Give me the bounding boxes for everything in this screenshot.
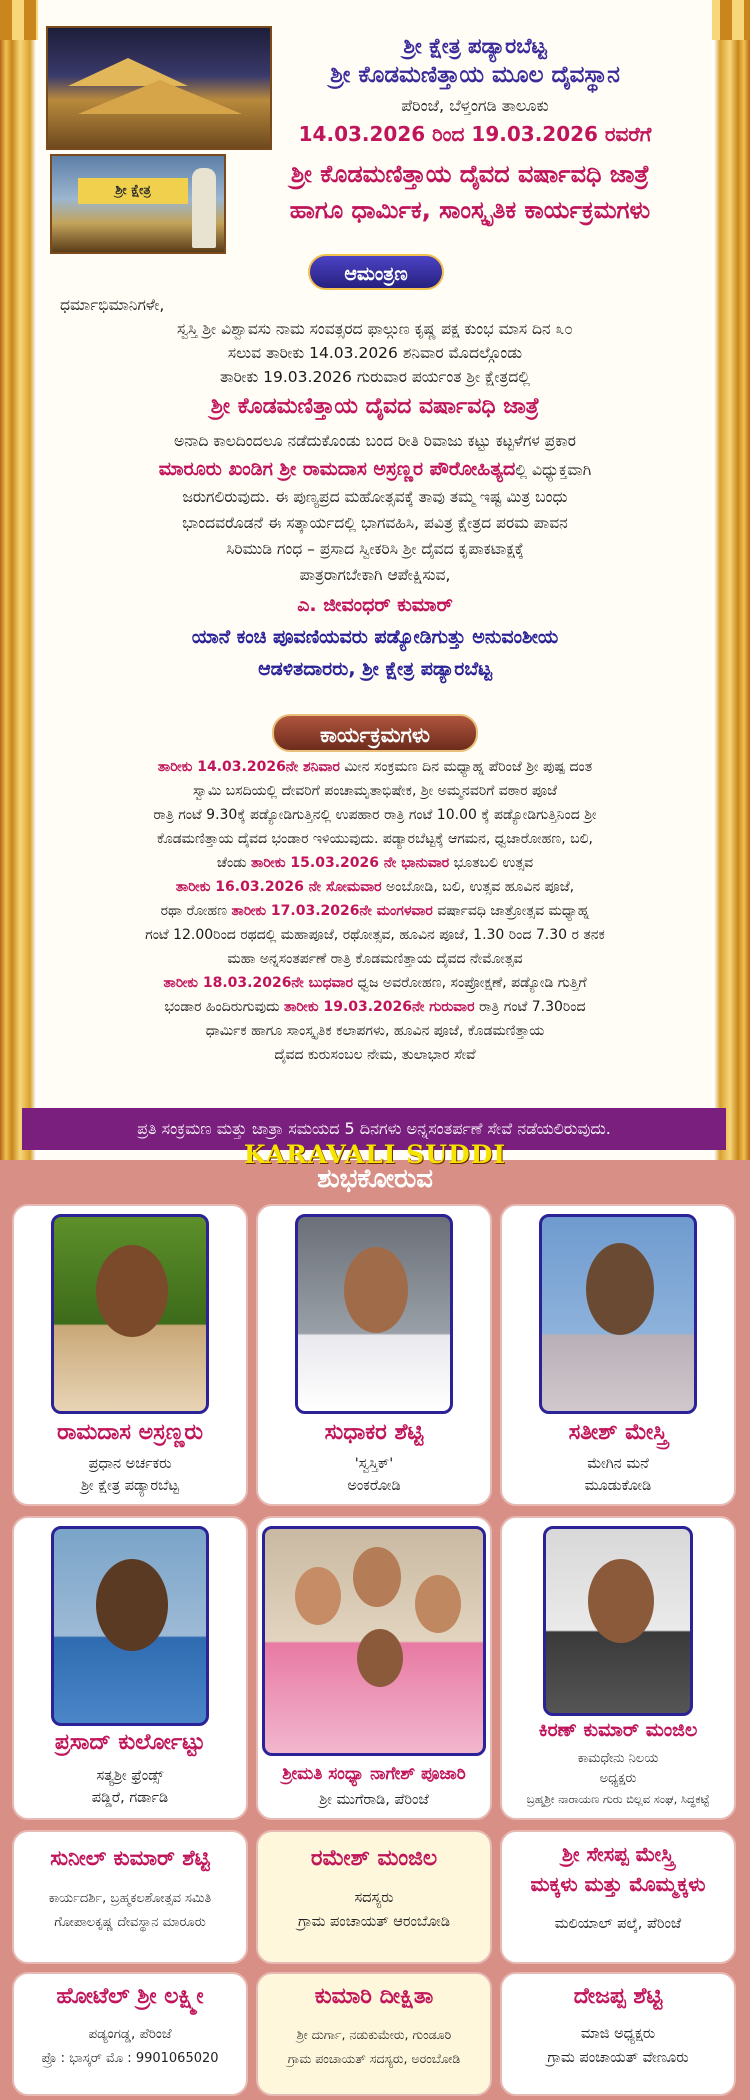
program-line: ತಾರೀಕು 14.03.2026ನೇ ಶನಿವಾರ ಮೀನ ಸಂಕ್ರಮಣ ದಿನ ಮಧ್ಯಾಹ್ನ ಪೆರಿಂಜೆ ಶ್ರೀ ಪುಷ್ಪ ದಂತ [157, 759, 593, 775]
wisher-name: ಕುಮಾರಿ ದೀಕ್ಷಿತಾ [314, 1984, 434, 2009]
wisher-photo [543, 1526, 693, 1716]
wisher-card: ರಮೇಶ್ ಮಂಜಿಲ ಸದಸ್ಯರು ಗ್ರಾಮ ಪಂಚಾಯತ್ ಆರಂಬೋಡಿ [256, 1830, 492, 1964]
wisher-photo [295, 1214, 453, 1414]
wisher-name: ಕಿರಣ್ ಕುಮಾರ್ ಮಂಜಿಲ [538, 1719, 698, 1741]
wisher-card: ಪ್ರಸಾದ್ ಕುರ್ಲೋಟ್ಟು ಸತ್ಯಶ್ರೀ ಫ್ರೆಂಡ್ಸ್ ಪಡ್ಡಿರೆ, ಗರ್ಡಾಡಿ [12, 1516, 248, 1820]
program-badge: ಕಾರ್ಯಕ್ರಮಗಳು [272, 714, 478, 752]
wisher-name: ಸುಧಾಕರ ಶೆಟ್ಟಿ [324, 1420, 424, 1445]
program-line: ತಾರೀಕು 16.03.2026 ನೇ ಸೋಮವಾರ ಅಂಬೋಡಿ, ಬಲಿ, ಉತ್ಸವ ಹೂವಿನ ಪೂಜೆ, [175, 879, 575, 895]
wisher-name: ಶ್ರೀ ಸೇಸಪ್ಪ ಮೇಸ್ತ್ರಿ [561, 1842, 675, 1866]
signer-name: ಎ. ಜೀವಂಧರ್ ಕುಮಾರ್ [297, 594, 453, 616]
festival-title-line1: ಶ್ರೀ ಕೊಡಮಣಿತ್ತಾಯ ದೈವದ ವರ್ಷಾವಧಿ ಜಾತ್ರೆ [290, 160, 650, 188]
program-line: ದೈವದ ಕುರುಸಂಬಲ ನೇಮ, ತುಲಾಭಾರ ಸೇವೆ [274, 1047, 476, 1063]
wisher-card: ಸುಧಾಕರ ಶೆಟ್ಟಿ 'ಸ್ವಸ್ತಿಕ್' ಅಂಕರೋಡಿ [256, 1204, 492, 1506]
wisher-card: ಸತೀಶ್ ಮೇಸ್ತ್ರಿ ಮೇಗಿನ ಮನೆ ಮೂಡುಕೋಡಿ [500, 1204, 736, 1506]
wisher-name: ಶ್ರೀಮತಿ ಸಂಧ್ಯಾ ನಾಗೇಶ್ ಪೂಜಾರಿ [282, 1764, 466, 1784]
invitation-line: ಜರುಗಲಿರುವುದು. ಈ ಪುಣ್ಯಪ್ರದ ಮಹೋತ್ಸವಕ್ಕೆ ತಾವು ತಮ್ಮ ಇಷ್ಟ ಮಿತ್ರ ಬಂಧು [182, 488, 568, 506]
program-line: ಸ್ವಾಮಿ ಬಸದಿಯಲ್ಲಿ ದೇವರಿಗೆ ಪಂಚಾಮೃತಾಭಿಷೇಕ, ಶ್ರೀ ಅಮ್ಮನವರಿಗೆ ವಠಾರ ಪೂಜೆ [192, 783, 558, 799]
wisher-card: ಸುನೀಲ್ ಕುಮಾರ್ ಶೆಟ್ಟಿ ಕಾರ್ಯದರ್ಶಿ, ಬ್ರಹ್ಮಕಲಶೋತ್ಸವ ಸಮಿತಿ ಗೋಪಾಲಕೃಷ್ಣ ದೇವಸ್ಥಾನ ಮಾರೂರು [12, 1830, 248, 1964]
signer-office: ಆಡಳಿತದಾರರು, ಶ್ರೀ ಕ್ಷೇತ್ರ ಪಡ್ಯಾರಬೆಟ್ಟ [258, 658, 492, 680]
program-line: ತಾರೀಕು 18.03.2026ನೇ ಬುಧವಾರ ಧ್ವಜ ಅವರೋಹಣ, ಸಂಪ್ರೋಕ್ಷಣೆ, ಪಡ್ಯೋಡಿ ಗುತ್ತಿಗೆ [163, 975, 587, 991]
wisher-card: ಕುಮಾರಿ ದೀಕ್ಷಿತಾ ಶ್ರೀ ದುರ್ಗಾ, ನಡುಕುಮೇರು, ಗುಂಡೂರಿ ಗ್ರಾಮ ಪಂಚಾಯತ್ ಸದಸ್ಯರು, ಅರಂಬೋಡಿ [256, 1972, 492, 2096]
program-line: ರಾತ್ರಿ ಗಂಟೆ 9.30ಕ್ಕೆ ಪಡ್ಯೋಡಿಗುತ್ತಿನಲ್ಲಿ ಉಪಹಾರ ರಾತ್ರಿ ಗಂಟೆ 10.00 ಕ್ಕೆ ಪಡ್ಯೋಡಿಗುತ್ತಿನಿಂದ ಶ್ರೀ [153, 807, 597, 823]
family-photo [262, 1526, 486, 1756]
festival-title-line2: ಹಾಗೂ ಧಾರ್ಮಿಕ, ಸಾಂಸ್ಕೃತಿಕ ಕಾರ್ಯಕ್ರಮಗಳು [289, 196, 651, 224]
program-line: ಧಾರ್ಮಿಕ ಹಾಗೂ ಸಾಂಸ್ಕೃತಿಕ ಕಲಾಪಗಳು, ಹೂವಿನ ಪೂಜೆ, ಕೊಡಮಣಿತ್ತಾಯ [205, 1023, 545, 1039]
signer-title: ಯಾನೆ ಕಂಚಿ ಪೂವಣಿಯವರು ಪಡ್ಯೋಡಿಗುತ್ತು ಅನುವಂಶೀಯ [191, 626, 559, 648]
wishes-title: ಶುಭಕೋರುವ [317, 1164, 433, 1194]
wisher-card: ಶ್ರೀಮತಿ ಸಂಧ್ಯಾ ನಾಗೇಶ್ ಪೂಜಾರಿ ಶ್ರೀ ಮುಗೆರಾಡಿ, ಪೆರಿಂಜೆ [256, 1516, 492, 1820]
festival-dates: 14.03.2026 ರಿಂದ 19.03.2026 ರವರೆಗೆ [298, 122, 652, 146]
temple-photo [46, 26, 272, 150]
wisher-card: ರಾಮದಾಸ ಅಸ್ರಣ್ಣರು ಪ್ರಧಾನ ಅರ್ಚಕರು ಶ್ರೀ ಕ್ಷೇತ್ರ ಪಡ್ಯಾರಬೆಟ್ಟ [12, 1204, 248, 1506]
wisher-name: ಪ್ರಸಾದ್ ಕುರ್ಲೋಟ್ಟು [54, 1730, 206, 1755]
program-line: ರಥಾ ರೋಹಣ ತಾರೀಕು 17.03.2026ನೇ ಮಂಗಳವಾರ ವರ್ಷಾವಧಿ ಜಾತ್ರೋತ್ಸವ ಮಧ್ಯಾಹ್ನ [160, 903, 590, 919]
priest-name: ಮಾರೂರು ಖಂಡಿಗ ಶ್ರೀ ರಾಮದಾಸ ಅಸ್ರಣ್ಣರ ಪೌರೋಹಿತ್ಯದ [158, 458, 516, 480]
wisher-photo [51, 1526, 209, 1726]
temple-entrance-photo [50, 154, 226, 254]
wisher-photo [539, 1214, 697, 1414]
wisher-name: ಸತೀಶ್ ಮೇಸ್ತ್ರಿ [568, 1420, 668, 1445]
invitation-line: ಸ್ವಸ್ತಿ ಶ್ರೀ ವಿಶ್ವಾವಸು ನಾಮ ಸಂವತ್ಸರದ ಫಾಲ್ಗುಣ ಕೃಷ್ಣ ಪಕ್ಷ ಕುಂಭ ಮಾಸ ದಿನ ೩೦ [177, 320, 573, 338]
program-line: ಕೊಡಮಣಿತ್ತಾಯ ದೈವದ ಭಂಡಾರ ಇಳಿಯುವುದು. ಪಡ್ಯಾರಬೆಟ್ಟಕ್ಕೆ ಆಗಮನ, ಧ್ವಜಾರೋಹಣ, ಬಲಿ, [156, 831, 594, 847]
brand-logo-text: KARAVALI SUDDI [243, 1140, 507, 1169]
salutation: ಧರ್ಮಾಭಿಮಾನಿಗಳೇ, [60, 296, 165, 314]
temple-sign: ಶ್ರೀ ಕ್ಷೇತ್ರ [78, 178, 188, 204]
temple-name: ಶ್ರೀ ಕ್ಷೇತ್ರ ಪಡ್ಯಾರಬೆಟ್ಟ [403, 34, 547, 58]
invitation-line: ಸಲುವ ತಾರೀಕು 14.03.2026 ಶನಿವಾರ ಮೊದಲ್ಗೊಂಡು [227, 344, 523, 362]
wisher-name: ರಮೇಶ್ ಮಂಜಿಲ [310, 1846, 438, 1871]
wisher-card: ಹೋಟೆಲ್ ಶ್ರೀ ಲಕ್ಷ್ಮೀ ಪಡ್ಯಂಗಡ್ಡ, ಪೆರಿಂಜೆ ಪ್ರೊ : ಭಾಸ್ಕರ್ ಮೊ : 9901065020 [12, 1972, 248, 2096]
program-line: ಚೆಂಡು ತಾರೀಕು 15.03.2026 ನೇ ಭಾನುವಾರ ಭೂತಬಲಿ ಉತ್ಸವ [216, 855, 534, 871]
wisher-name: ಹೋಟೆಲ್ ಶ್ರೀ ಲಕ್ಷ್ಮೀ [56, 1984, 204, 2009]
jatre-heading: ಶ್ರೀ ಕೊಡಮಣಿತ್ತಾಯ ದೈವದ ವರ್ಷಾವಧಿ ಜಾತ್ರೆ [210, 394, 540, 419]
invitation-line: ಭಾಂದವರೊಡನೆ ಈ ಸತ್ಕಾರ್ಯದಲ್ಲಿ ಭಾಗವಹಿಸಿ, ಪವಿತ್ರ ಕ್ಷೇತ್ರದ ಪರಮ ಪಾವನ [182, 514, 568, 532]
invitation-line: ಮಾರೂರು ಖಂಡಿಗ ಶ್ರೀ ರಾಮದಾಸ ಅಸ್ರಣ್ಣರ ಪೌರೋಹಿತ್ಯದಲ್ಲಿ ವಿಧ್ಯುಕ್ತವಾಗಿ [158, 458, 592, 480]
invitation-line: ಅನಾದಿ ಕಾಲದಿಂದಲೂ ನಡೆದುಕೊಂಡು ಬಂದ ರೀತಿ ರಿವಾಜು ಕಟ್ಟು ಕಟ್ಟಳೆಗಳ ಪ್ರಕಾರ [174, 432, 576, 450]
wisher-name: ದೇಜಪ್ಪ ಶೆಟ್ಟಿ [573, 1984, 663, 2009]
invitation-badge: ಆಮಂತ್ರಣ [308, 254, 444, 290]
invitation-line: ಸಿರಿಮುಡಿ ಗಂಧ – ಪ್ರಸಾದ ಸ್ವೀಕರಿಸಿ ಶ್ರೀ ದೈವದ ಕೃಪಾಕಟಾಕ್ಷಕ್ಕೆ [226, 540, 524, 558]
wisher-name-line2: ಮಕ್ಕಳು ಮತ್ತು ಮೊಮ್ಮಕ್ಕಳು [530, 1872, 706, 1896]
invitation-line: ತಾರೀಕು 19.03.2026 ಗುರುವಾರ ಪರ್ಯಂತ ಶ್ರೀ ಕ್ಷೇತ್ರದಲ್ಲಿ [219, 368, 531, 386]
wisher-card: ಕಿರಣ್ ಕುಮಾರ್ ಮಂಜಿಲ ಕಾಮಧೇನು ನಿಲಯ ಅಧ್ಯಕ್ಷರು ಬ್ರಹ್ಮಶ್ರೀ ನಾರಾಯಣ ಗುರು ಬಿಲ್ಲವ ಸಂಘ, ಸಿದ್ಧಕಟ್ಟೆ [500, 1516, 736, 1820]
wisher-name: ಸುನೀಲ್ ಕುಮಾರ್ ಶೆಟ್ಟಿ [50, 1846, 210, 1870]
invitation-line: ಪಾತ್ರರಾಗಬೇಕಾಗಿ ಆಪೇಕ್ಷಿಸುವ, [299, 566, 451, 584]
program-line: ಮಹಾ ಅನ್ನಸಂತರ್ಪಣೆ ರಾತ್ರಿ ಕೊಡಮಣಿತ್ತಾಯ ದೈವದ ನೇಮೋತ್ಸವ [227, 951, 523, 967]
program-line: ಗಂಟೆ 12.00ರಿಂದ ರಥದಲ್ಲಿ ಮಹಾಪೂಜೆ, ರಥೋತ್ಸವ, ಹೂವಿನ ಪೂಜೆ, 1.30 ರಿಂದ 7.30 ರ ತನಕ [145, 927, 605, 943]
program-line: ಭಂಡಾರ ಹಿಂದಿರುಗುವುದು ತಾರೀಕು 19.03.2026ನೇ ಗುರುವಾರ ರಾತ್ರಿ ಗಂಟೆ 7.30ರಿಂದ [164, 999, 586, 1015]
location: ಪೆರಿಂಜೆ, ಬೆಳ್ತಂಗಡಿ ತಾಲೂಕು [401, 96, 549, 115]
wisher-photo [51, 1214, 209, 1414]
wisher-card: ಶ್ರೀ ಸೇಸಪ್ಪ ಮೇಸ್ತ್ರಿ ಮಕ್ಕಳು ಮತ್ತು ಮೊಮ್ಮಕ್ಕಳು ಮಲಿಯಾಲ್ ಪಲ್ಕೆ, ಪೆರಿಂಜೆ [500, 1830, 736, 1964]
wisher-name: ರಾಮದಾಸ ಅಸ್ರಣ್ಣರು [56, 1420, 204, 1445]
wisher-card: ದೇಜಪ್ಪ ಶೆಟ್ಟಿ ಮಾಜಿ ಅಧ್ಯಕ್ಷರು ಗ್ರಾಮ ಪಂಚಾಯತ್ ವೇಣೂರು [500, 1972, 736, 2096]
shrine-name: ಶ್ರೀ ಕೊಡಮಣಿತ್ತಾಯ ಮೂಲ ದೈವಸ್ಥಾನ [330, 62, 620, 88]
annasantarpane-banner: ಪ್ರತಿ ಸಂಕ್ರಮಣ ಮತ್ತು ಜಾತ್ರಾ ಸಮಯದ 5 ದಿನಗಳು ಅನ್ನಸಂತರ್ಪಣೆ ಸೇವೆ ನಡೆಯಲಿರುವುದು. [22, 1108, 726, 1150]
